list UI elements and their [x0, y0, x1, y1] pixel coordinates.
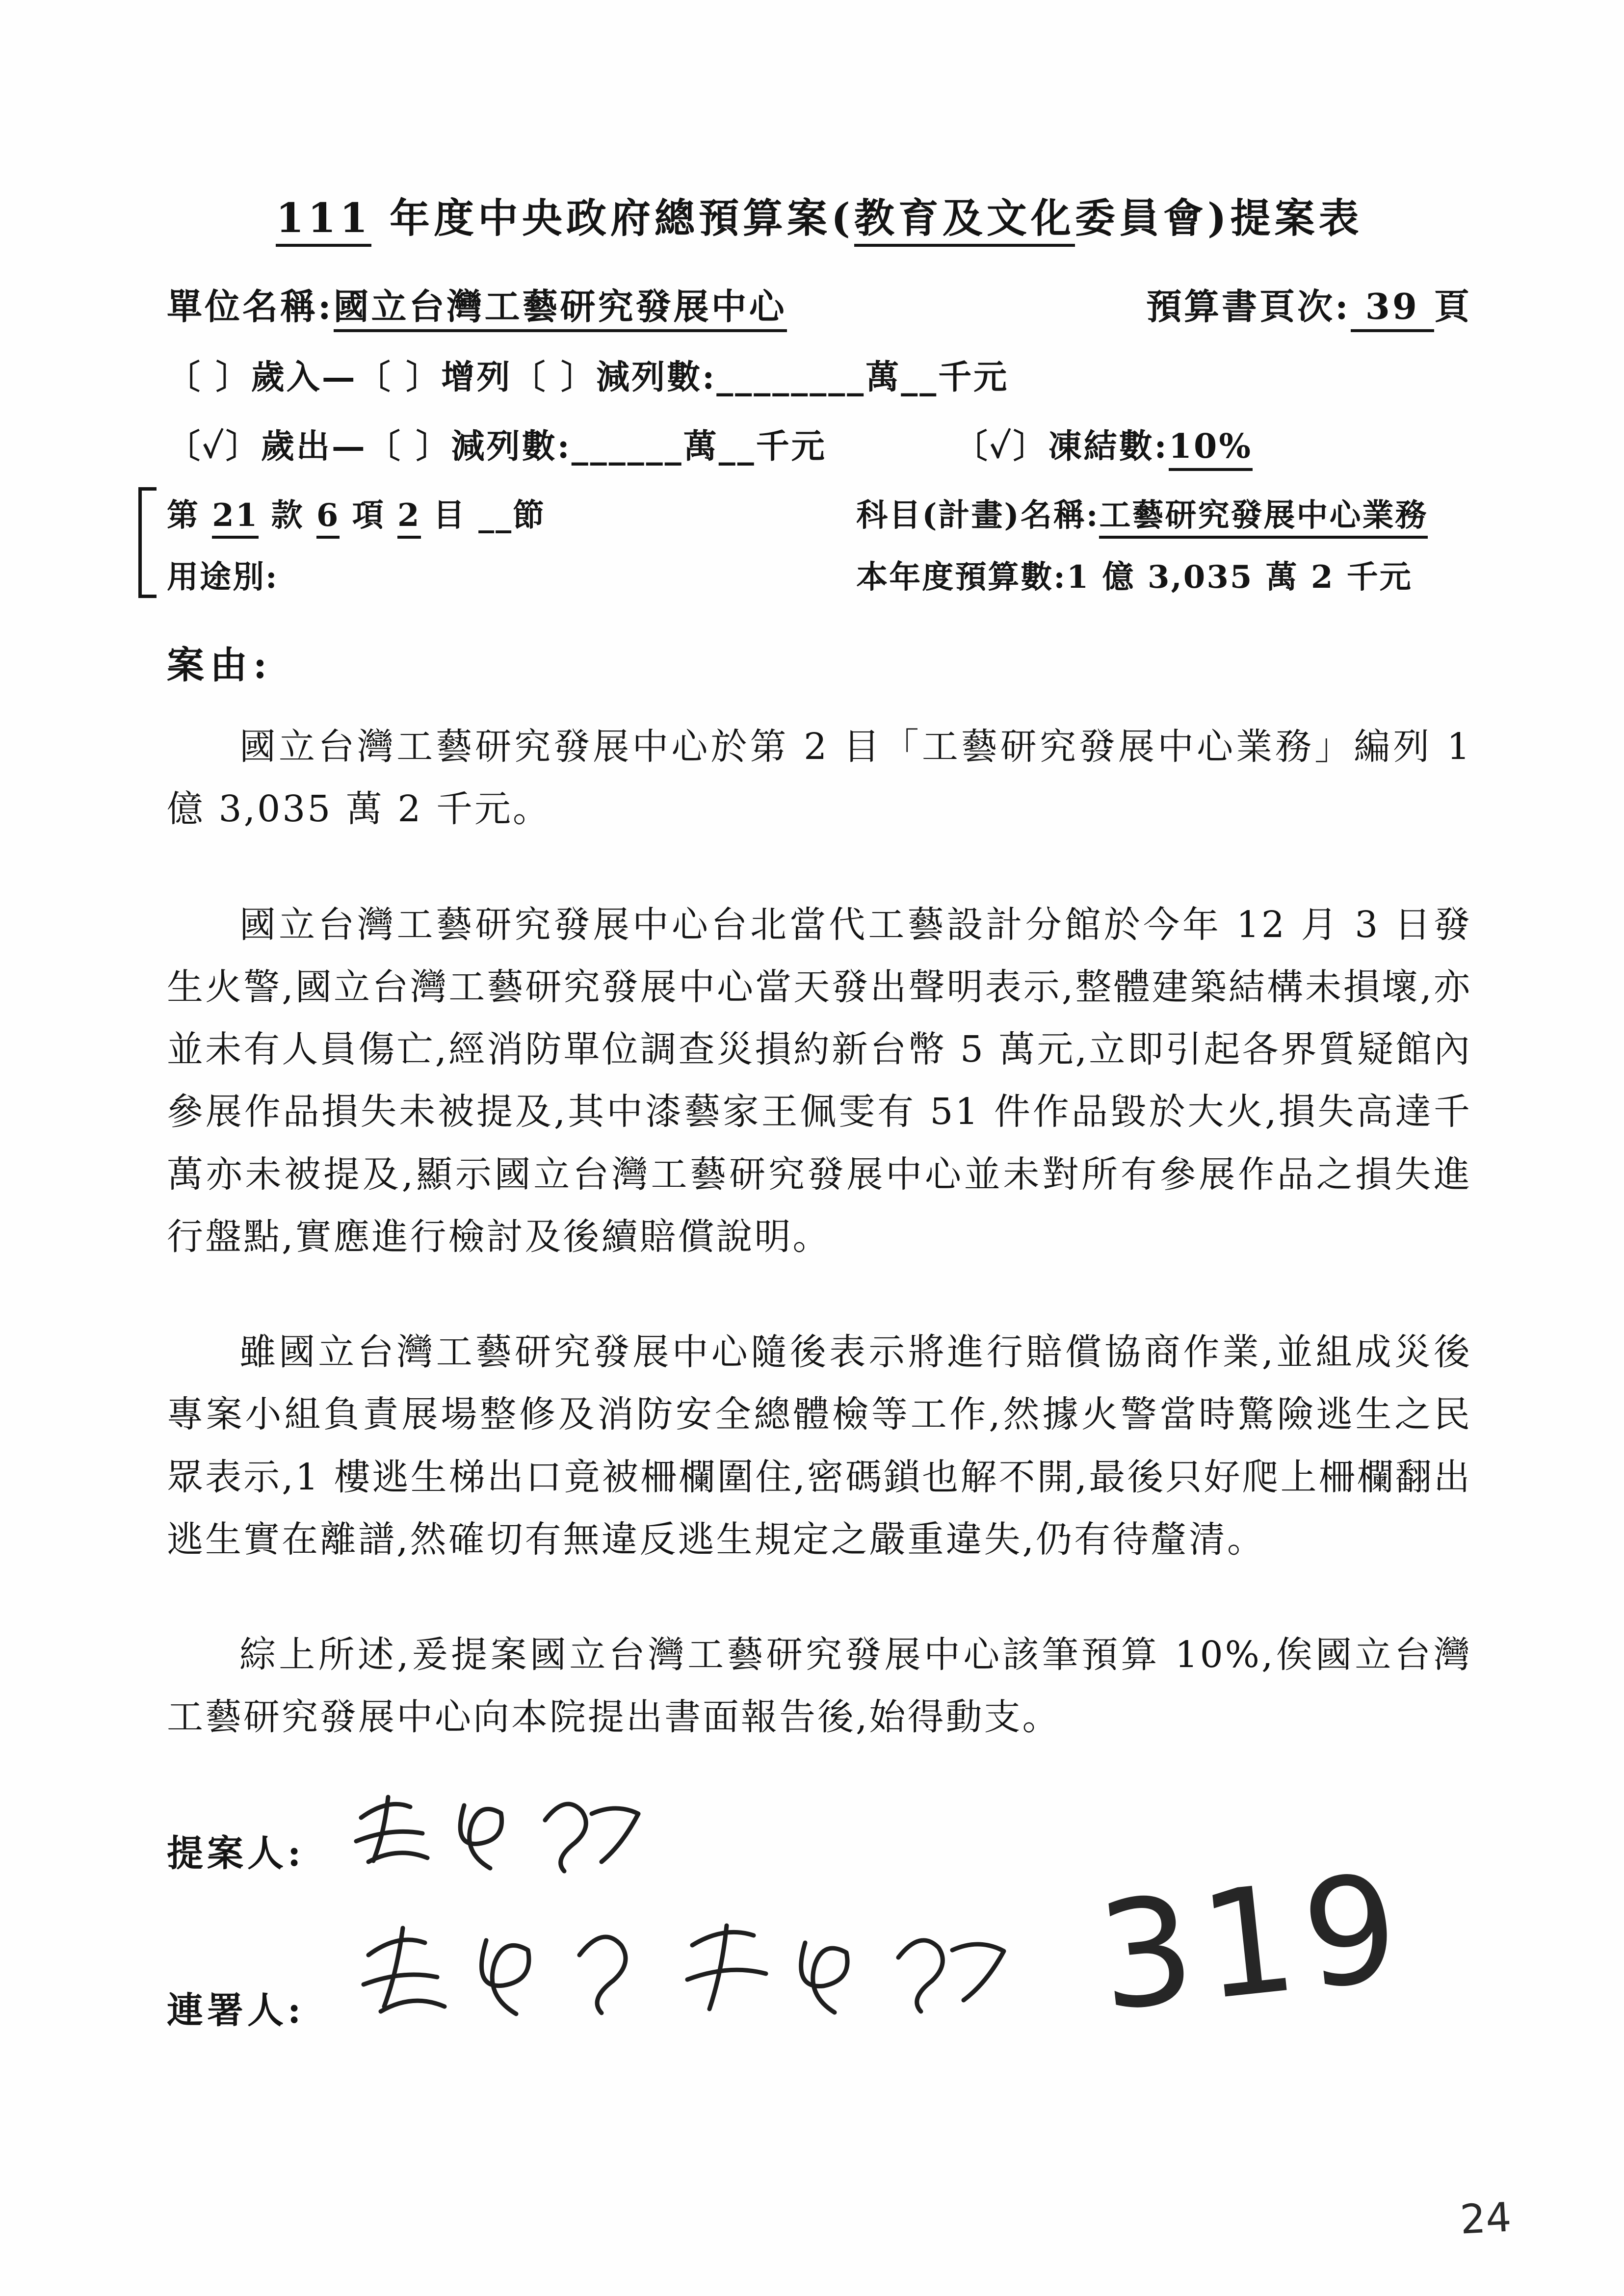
expenditure-blank-qian: __	[718, 427, 756, 466]
section-kuan-no: 21	[212, 497, 259, 539]
budget-label: 本年度預算數:	[856, 559, 1067, 596]
use-type-label: 用途別:	[167, 559, 279, 596]
freeze-value: 10%	[1169, 427, 1253, 471]
proposer-signature	[339, 1783, 653, 1877]
section-xiang: 項	[340, 497, 397, 534]
budget-page-number: 39	[1351, 286, 1434, 332]
unit-label: 單位名稱:	[167, 286, 334, 327]
title-year: 111	[276, 195, 371, 247]
revenue-blank-qian: __	[901, 358, 939, 397]
title-mid: 年度中央政府總預算案(	[371, 195, 854, 242]
expenditure-label: 歲出—	[261, 427, 367, 466]
revenue-row	[167, 351, 1472, 398]
section-xiang-no: 6	[316, 497, 340, 539]
case-paragraph-2: 國立台灣工藝研究發展中心台北當代工藝設計分館於今年 12 月 3 日發生火警,國立台灣工藝研究發展中心當天發出聲明表示,整體建築結構未損壞,亦並未有人員傷亡,經消防單位調查災損約新台幣 5 萬元,立即引起各界質疑館內參展作品損失未被提及,其中漆藝家王佩雯有 51 件作品毀於大火,損失高達千萬亦未被提及,顯示國立台灣工藝研究發展中心並未對所有參展作品之損失進行盤點,實應進行檢討及後續賠償說明。	[167, 903, 1472, 1258]
section-jie: 節	[513, 497, 546, 534]
revenue-cut-checkbox: 〔 〕	[512, 358, 597, 397]
revenue-checkbox: 〔 〕	[167, 358, 251, 397]
case-paragraph-3: 雖國立台灣工藝研究發展中心隨後表示將進行賠償協商作業,並組成災後專案小組負責展場整修及消防安全總體檢等工作,然據火警當時驚險逃生之民眾表示,1 樓逃生梯出口竟被柵欄圍住,密碼鎖也解不開,最後只好爬上柵欄翻出逃生實在離譜,然確切有無違反逃生規定之嚴重違失,仍有待釐清。	[167, 1331, 1472, 1561]
revenue-wan: 萬	[865, 358, 901, 397]
budget-section	[167, 490, 1472, 597]
budget-cell	[856, 552, 1472, 597]
title-committee: 教育及文化	[854, 195, 1075, 247]
section-numbers	[167, 490, 856, 535]
expenditure-blank-wan: ______	[571, 427, 683, 466]
section-row-2	[167, 552, 1472, 597]
freeze-checkbox: 〔✓〕	[954, 427, 1048, 466]
case-paragraph-1: 國立台灣工藝研究發展中心於第 2 目「工藝研究發展中心業務」編列 1 億 3,035 萬 2 千元。	[167, 726, 1472, 831]
expenditure-checkbox: 〔✓〕	[167, 427, 261, 466]
expenditure-row	[167, 420, 1472, 468]
expenditure-qian: 千元	[756, 427, 827, 466]
section-jie-blank: __	[478, 497, 513, 534]
unit-left	[167, 278, 787, 329]
section-mu-no: 2	[397, 497, 421, 539]
subject-value: 工藝研究發展中心業務	[1099, 497, 1428, 539]
handwritten-number: 319	[1091, 1841, 1415, 2044]
cosigner-signatures	[339, 1911, 1075, 2034]
unit-row	[167, 278, 1472, 329]
left-bracket	[138, 487, 157, 598]
expenditure-cut-checkbox: 〔 〕	[367, 427, 451, 466]
revenue-blank-wan: ________	[716, 358, 866, 397]
revenue-qian: 千元	[938, 358, 1009, 397]
budget-value: 1 億 3,035 萬 2 千元	[1066, 559, 1413, 596]
budget-page-right	[1146, 278, 1472, 329]
cosigner-label: 連署人:	[167, 1989, 305, 2032]
expenditure-wan: 萬	[683, 427, 719, 466]
case-paragraph-4: 綜上所述,爰提案國立台灣工藝研究發展中心該筆預算 10%,俟國立台灣工藝研究發展中心向本院提出書面報告後,始得動支。	[167, 1634, 1472, 1739]
page-corner-number: 24	[1459, 2194, 1513, 2244]
revenue-label: 歲入—	[251, 358, 357, 397]
section-row-1	[167, 490, 1472, 535]
expenditure-cut-label: 減列數:	[451, 427, 572, 466]
revenue-add-label: 增列	[441, 358, 512, 397]
title-tail: 委員會)提案表	[1074, 195, 1363, 242]
subject-label: 科目(計畫)名稱:	[856, 497, 1100, 534]
revenue-add-checkbox: 〔 〕	[357, 358, 442, 397]
unit-name: 國立台灣工藝研究發展中心	[334, 286, 787, 332]
section-kuan: 款	[259, 497, 316, 534]
document-title	[167, 186, 1472, 244]
subject-cell	[856, 490, 1472, 535]
case-heading: 案由:	[167, 643, 273, 687]
section-di: 第	[167, 497, 212, 534]
freeze-label: 凍結數:	[1048, 427, 1169, 466]
budget-page-unit: 頁	[1434, 286, 1472, 327]
proposer-label: 提案人:	[167, 1832, 305, 1875]
revenue-cut-label: 減列數:	[596, 358, 717, 397]
section-mu: 目	[420, 497, 479, 534]
budget-page-label: 預算書頁次:	[1146, 286, 1351, 327]
